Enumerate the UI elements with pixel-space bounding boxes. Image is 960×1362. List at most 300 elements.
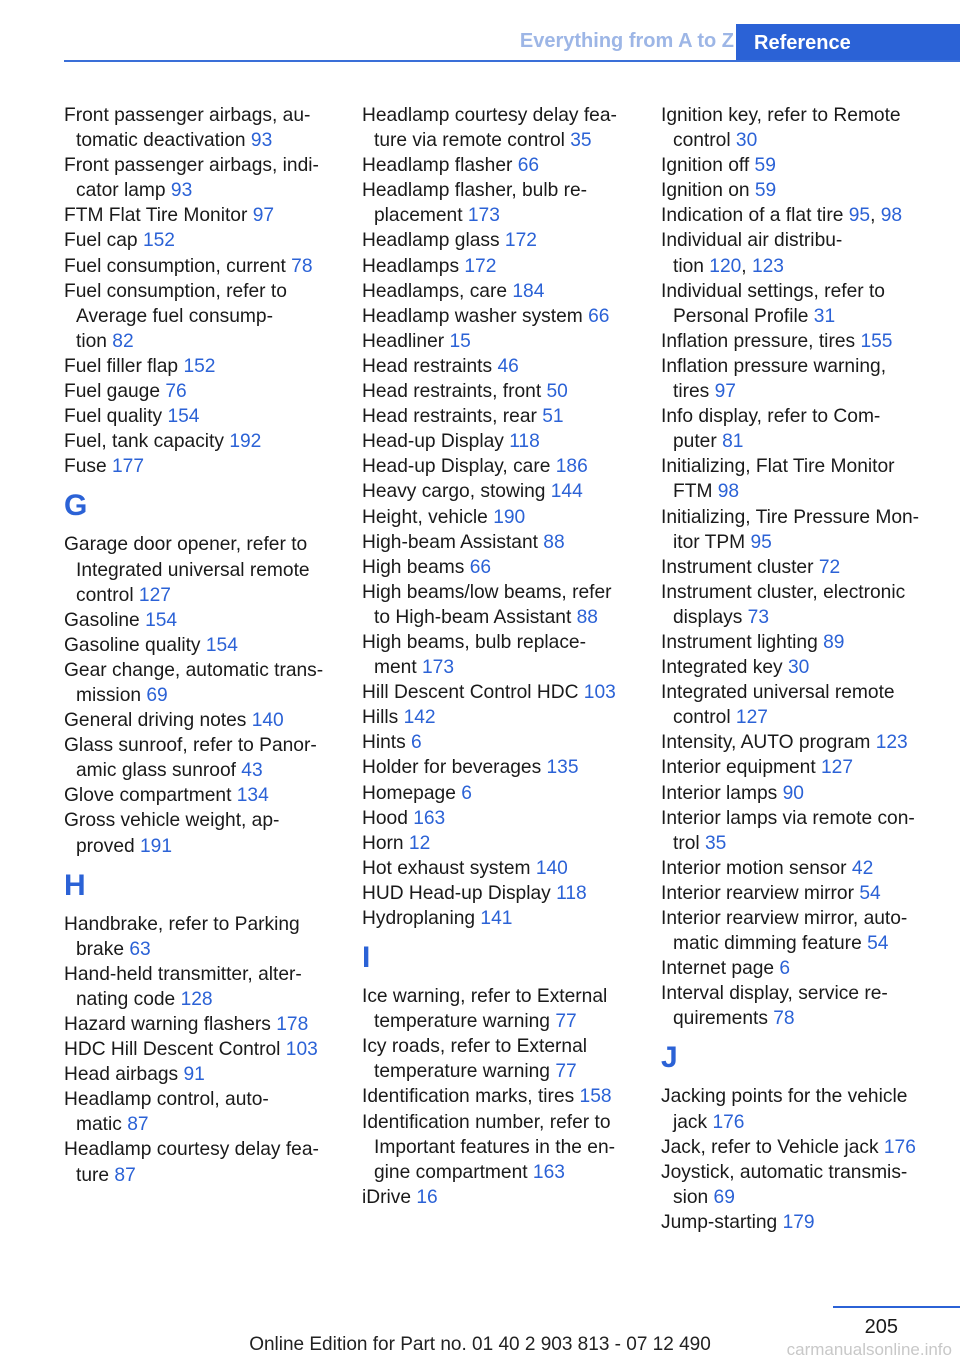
page-reference-link[interactable]: 77 bbox=[555, 1011, 577, 1033]
page-reference-link[interactable]: 78 bbox=[773, 1008, 795, 1030]
index-entry-text: Instrument cluster, electronic bbox=[661, 581, 906, 603]
page-reference-link[interactable]: 103 bbox=[583, 682, 616, 704]
index-entry-text: control bbox=[673, 130, 736, 152]
page-reference-link[interactable]: 12 bbox=[408, 832, 431, 854]
page-reference-link[interactable]: 90 bbox=[782, 782, 804, 804]
index-entry bbox=[64, 404, 344, 429]
page-reference-link[interactable]: 89 bbox=[823, 631, 845, 653]
page-reference-link[interactable]: 35 bbox=[705, 832, 727, 854]
index-entry bbox=[661, 981, 941, 1031]
index-entry-text: placement bbox=[374, 205, 468, 227]
page-reference-link[interactable]: 73 bbox=[747, 606, 769, 628]
edition-footer: Online Edition for Part no. 01 40 2 903 813 - 07 12 490 bbox=[249, 1334, 711, 1355]
page-reference-link[interactable]: 152 bbox=[142, 230, 175, 252]
section-title: Everything from A to Z bbox=[519, 30, 734, 52]
index-entry-text: Height, vehicle bbox=[362, 506, 494, 528]
index-column-1 bbox=[64, 103, 344, 1188]
index-entry-text: Head restraints, front bbox=[362, 381, 547, 403]
index-entry-text: Headlamps bbox=[362, 255, 465, 277]
index-entry-text: Intensity, AUTO program bbox=[661, 732, 876, 754]
index-entry bbox=[362, 806, 642, 831]
index-entry-text: temperature warning bbox=[374, 1011, 556, 1033]
index-entry bbox=[362, 831, 642, 856]
page-reference-link[interactable]: 31 bbox=[813, 305, 836, 327]
index-entry bbox=[64, 1062, 344, 1087]
index-entry bbox=[64, 429, 344, 454]
index-entry bbox=[661, 178, 941, 203]
index-entry bbox=[362, 984, 642, 1034]
page-reference-link[interactable]: 154 bbox=[167, 406, 200, 428]
index-entry-text: Fuel consumption, refer to bbox=[64, 280, 287, 302]
page-reference-link[interactable]: 91 bbox=[183, 1064, 205, 1086]
page-number: 205 bbox=[864, 1316, 898, 1338]
index-entry bbox=[362, 555, 642, 580]
page-reference-link[interactable]: 50 bbox=[546, 381, 568, 403]
index-entry-text: Interior lamps via remote con- bbox=[661, 807, 915, 829]
index-entry-text: itor TPM bbox=[673, 531, 751, 553]
index-entry bbox=[362, 1034, 642, 1084]
page-reference-link[interactable]: 135 bbox=[546, 757, 579, 779]
page-reference-link[interactable]: 141 bbox=[480, 908, 513, 929]
index-entry-text: jack bbox=[673, 1111, 713, 1133]
index-entry bbox=[661, 1160, 941, 1210]
index-entry-text: gine compartment bbox=[374, 1161, 533, 1183]
index-entry-text: Garage door opener, refer to bbox=[64, 534, 308, 556]
page-reference-link[interactable]: 140 bbox=[535, 857, 568, 879]
page-reference-link[interactable]: 134 bbox=[236, 785, 269, 807]
index-entry bbox=[64, 379, 344, 404]
page-reference-link[interactable]: 152 bbox=[183, 355, 216, 377]
index-entry bbox=[362, 680, 642, 705]
reference-tab[interactable]: Reference bbox=[736, 24, 960, 62]
page-reference-link[interactable]: 154 bbox=[145, 609, 178, 631]
index-entry bbox=[362, 454, 642, 479]
index-entry bbox=[362, 906, 642, 931]
index-entry-text: Gasoline bbox=[64, 609, 146, 631]
index-entry-text: Glove compartment bbox=[64, 785, 237, 807]
index-entry-text: General driving notes bbox=[64, 710, 252, 732]
index-entry-text: Average fuel consump- bbox=[76, 305, 273, 327]
page-reference-link[interactable]: 35 bbox=[570, 130, 592, 152]
page-reference-link[interactable]: 81 bbox=[722, 431, 744, 453]
index-entry bbox=[362, 580, 642, 630]
index-entry-text: High beams, bulb replace- bbox=[362, 631, 586, 653]
index-entry-text: Fuel, tank capacity bbox=[64, 431, 230, 453]
page-reference-link[interactable]: 127 bbox=[735, 707, 768, 729]
index-entry-text: Jack, refer to Vehicle jack bbox=[661, 1136, 884, 1158]
page-reference-link[interactable]: 154 bbox=[205, 634, 238, 656]
index-entry-text: Gross vehicle weight, ap- bbox=[64, 810, 280, 832]
index-entry-text: proved bbox=[76, 835, 140, 857]
page-reference-link[interactable]: 51 bbox=[542, 406, 564, 428]
index-entry-text: Head restraints, rear bbox=[362, 406, 543, 428]
index-entry-text: FTM Flat Tire Monitor bbox=[64, 205, 253, 227]
index-entry-text: Headlamp flasher, bulb re- bbox=[362, 180, 588, 202]
page-reference-link[interactable]: 97 bbox=[714, 381, 736, 403]
index-entry-text: Joystick, automatic transmis- bbox=[661, 1161, 908, 1183]
index-entry-text: Initializing, Flat Tire Monitor bbox=[661, 456, 895, 478]
index-entry bbox=[661, 354, 941, 404]
index-entry bbox=[362, 304, 642, 329]
index-entry-text: displays bbox=[673, 606, 748, 628]
page-reference-link[interactable]: 6 bbox=[779, 958, 791, 980]
index-entry-text: ment bbox=[374, 657, 422, 679]
index-entry bbox=[362, 228, 642, 253]
page-reference-link[interactable]: 82 bbox=[112, 330, 134, 352]
index-entry-text: brake bbox=[76, 938, 130, 960]
index-entry-text: Jacking points for the vehicle bbox=[661, 1086, 908, 1108]
index-entry-text: iDrive bbox=[362, 1186, 417, 1208]
page-reference-link[interactable]: 173 bbox=[422, 657, 455, 679]
page-reference-link[interactable]: 172 bbox=[464, 255, 497, 277]
index-entry-text: temperature warning bbox=[374, 1061, 556, 1083]
index-entry-text: Head restraints bbox=[362, 355, 498, 377]
index-entry-text: Fuel cap bbox=[64, 230, 143, 252]
index-entry-text: Personal Profile bbox=[673, 305, 814, 327]
index-entry-text: Jump-starting bbox=[661, 1211, 783, 1233]
index-entry-text: Interval display, service re- bbox=[661, 983, 888, 1005]
page-reference-link[interactable]: 6 bbox=[411, 732, 422, 754]
index-entry bbox=[661, 505, 941, 555]
index-entry-text: Fuel consumption, current bbox=[64, 255, 292, 277]
page-reference-link[interactable]: 43 bbox=[241, 760, 263, 782]
index-entry bbox=[661, 781, 941, 806]
page-reference-link[interactable]: 192 bbox=[229, 431, 262, 453]
index-entry bbox=[661, 1084, 941, 1134]
index-entry-text: Hood bbox=[362, 807, 414, 829]
index-entry-text: Hill Descent Control HDC bbox=[362, 682, 584, 704]
index-entry-text: Instrument cluster bbox=[661, 556, 819, 578]
index-entry-text: tomatic deactivation bbox=[76, 130, 251, 152]
index-entry bbox=[661, 1135, 941, 1160]
page-reference-link[interactable]: 54 bbox=[867, 933, 889, 955]
index-entry-text: Hazard warning flashers bbox=[64, 1014, 277, 1035]
page-reference-link[interactable]: 158 bbox=[579, 1086, 612, 1108]
index-entry-text: sion bbox=[673, 1186, 714, 1208]
page-reference-link[interactable]: 69 bbox=[713, 1186, 735, 1208]
page-reference-link[interactable]: 98 bbox=[880, 205, 903, 227]
index-entry-text: Head-up Display bbox=[362, 431, 510, 453]
page-reference-link[interactable]: 95 bbox=[848, 205, 871, 227]
page-reference-link[interactable]: 98 bbox=[717, 481, 740, 503]
index-entry-text: Handbrake, refer to Parking bbox=[64, 913, 300, 935]
index-entry bbox=[64, 354, 344, 379]
index-entry bbox=[661, 103, 941, 153]
index-entry-text: Headlamp courtesy delay fea- bbox=[64, 1139, 319, 1161]
index-entry-text: Identification marks, tires bbox=[362, 1086, 580, 1108]
page-reference-link[interactable]: 176 bbox=[883, 1136, 916, 1158]
watermark: carmanualsonline.info bbox=[786, 1340, 952, 1359]
index-letter-heading: I bbox=[362, 941, 371, 975]
index-entry bbox=[64, 608, 344, 633]
index-letter-heading: H bbox=[64, 868, 86, 902]
index-entry bbox=[661, 806, 941, 856]
index-entry-text: tion bbox=[76, 330, 113, 352]
page-header bbox=[0, 24, 960, 64]
page-reference-link[interactable]: 88 bbox=[543, 531, 565, 553]
index-entry-text: Fuel quality bbox=[64, 406, 168, 428]
page-reference-link[interactable]: 155 bbox=[860, 330, 893, 352]
index-entry-text: High beams bbox=[362, 556, 470, 578]
index-entry: Individual air distribu- tion 120, 123 bbox=[661, 230, 843, 277]
index-entry-text: Gear change, automatic trans- bbox=[64, 659, 324, 681]
page-reference-link[interactable]: 186 bbox=[555, 456, 588, 478]
index-entry-text: Integrated universal remote bbox=[661, 682, 895, 704]
index-entry-text: Headlamp control, auto- bbox=[64, 1089, 269, 1111]
page-reference-link[interactable]: 123 bbox=[875, 732, 908, 754]
index-entry-text: Front passenger airbags, au- bbox=[64, 105, 311, 126]
index-entry bbox=[64, 1012, 344, 1037]
index-entry bbox=[362, 755, 642, 780]
index-entry-text: Heavy cargo, stowing bbox=[362, 481, 551, 503]
index-entry bbox=[362, 530, 642, 555]
index-entry bbox=[64, 658, 344, 708]
page-reference-link[interactable]: 87 bbox=[114, 1164, 136, 1186]
index-entry-text: High beams/low beams, refer bbox=[362, 581, 612, 603]
index-entry bbox=[362, 329, 642, 354]
page-reference-link[interactable]: 144 bbox=[550, 481, 583, 503]
index-entry-text: Interior motion sensor bbox=[661, 857, 852, 879]
index-entry bbox=[661, 279, 941, 329]
index-entry-text: to High-beam Assistant bbox=[374, 606, 577, 628]
page-reference-link[interactable]: 178 bbox=[276, 1014, 309, 1035]
page-reference-link[interactable]: 54 bbox=[859, 882, 881, 904]
page-reference-link[interactable]: 103 bbox=[285, 1039, 318, 1061]
index-entry-text: matic bbox=[76, 1114, 128, 1136]
index-entry-text: Individual air distribu- bbox=[661, 230, 843, 252]
index-entry-text: Identification number, refer to bbox=[362, 1111, 611, 1133]
index-entry bbox=[362, 856, 642, 881]
index-entry bbox=[362, 630, 642, 680]
index-entry bbox=[362, 479, 642, 504]
index-entry bbox=[362, 279, 642, 304]
page-reference-link[interactable]: 190 bbox=[493, 506, 526, 528]
index-letter-heading: J bbox=[661, 1041, 678, 1075]
index-entry-text: matic dimming feature bbox=[673, 933, 868, 955]
index-entry-text: Ignition on bbox=[661, 180, 755, 202]
index-entry-text: Head airbags bbox=[64, 1064, 184, 1086]
index-entry-text: Internet page bbox=[661, 958, 780, 980]
index-entry bbox=[64, 103, 344, 153]
index-entry-text: Info display, refer to Com- bbox=[661, 406, 881, 428]
page-reference-link[interactable]: 118 bbox=[509, 431, 540, 453]
index-entry-text: mission bbox=[76, 684, 147, 706]
page-reference-link[interactable]: 142 bbox=[403, 707, 436, 729]
page-reference-link[interactable]: 93 bbox=[250, 130, 273, 152]
page-reference-link[interactable]: 95 bbox=[750, 531, 772, 553]
index-entry bbox=[362, 705, 642, 730]
page-reference-link[interactable]: 66 bbox=[588, 305, 610, 327]
index-entry-text: Headlamp courtesy delay fea- bbox=[362, 105, 617, 126]
page-reference-link[interactable]: 140 bbox=[251, 710, 284, 732]
page-reference-link[interactable]: 87 bbox=[127, 1114, 149, 1136]
index-entry bbox=[661, 906, 941, 956]
index-entry bbox=[362, 404, 642, 429]
page-reference-link[interactable]: 173 bbox=[467, 205, 500, 227]
page-reference-link[interactable]: 177 bbox=[112, 456, 145, 478]
index-entry-text: Headliner bbox=[362, 330, 450, 352]
index-entry bbox=[64, 912, 344, 962]
page-reference-link[interactable]: 42 bbox=[851, 857, 874, 879]
index-entry-text: Horn bbox=[362, 832, 409, 854]
page-reference-link[interactable]: 163 bbox=[532, 1161, 565, 1183]
page-reference-link[interactable]: 6 bbox=[461, 782, 472, 804]
index-entry-text: tires bbox=[673, 381, 715, 403]
page-reference-link[interactable]: 76 bbox=[165, 381, 187, 403]
index-entry bbox=[64, 532, 344, 607]
index-letter-heading: G bbox=[64, 489, 88, 523]
index-entry-text: Headlamp flasher bbox=[362, 155, 518, 177]
index-entry: Indication of a flat tire 95, 98 bbox=[661, 205, 903, 227]
index-entry bbox=[362, 881, 642, 906]
index-entry-text: Integrated key bbox=[661, 657, 788, 679]
index-entry bbox=[661, 1210, 941, 1235]
page-reference-link[interactable]: 97 bbox=[252, 205, 275, 227]
index-entry bbox=[64, 153, 344, 203]
index-entry bbox=[362, 505, 642, 530]
index-entry-text: Headlamps, care bbox=[362, 280, 513, 302]
page-reference-link[interactable]: 93 bbox=[170, 180, 193, 202]
index-entry bbox=[64, 808, 344, 858]
index-entry bbox=[661, 655, 941, 680]
index-entry bbox=[362, 178, 642, 228]
index-entry-text: Interior rearview mirror, auto- bbox=[661, 908, 908, 929]
page-reference-link[interactable]: 191 bbox=[140, 835, 173, 857]
page-reference-link[interactable]: 59 bbox=[754, 180, 777, 202]
index-entry-text: Homepage bbox=[362, 782, 462, 804]
index-entry-text: quirements bbox=[673, 1008, 774, 1030]
page-reference-link[interactable]: 72 bbox=[818, 556, 841, 578]
index-entry bbox=[362, 103, 642, 153]
page-reference-link[interactable]: 118 bbox=[556, 882, 587, 904]
index-entry bbox=[362, 1185, 642, 1210]
index-entry-text: Interior rearview mirror bbox=[661, 882, 860, 904]
index-entry bbox=[64, 454, 344, 479]
page-reference-link[interactable]: 30 bbox=[735, 130, 758, 152]
page-reference-link[interactable]: 179 bbox=[782, 1211, 815, 1233]
index-entry bbox=[64, 279, 344, 354]
footer-divider bbox=[833, 1306, 960, 1308]
index-entry-text: Ignition key, refer to Remote bbox=[661, 105, 901, 126]
index-entry bbox=[661, 329, 941, 354]
index-entry-text: Fuse bbox=[64, 456, 112, 478]
index-column-3 bbox=[661, 103, 941, 1235]
index-entry bbox=[661, 580, 941, 630]
index-entry-text: Hydroplaning bbox=[362, 908, 481, 929]
index-entry bbox=[362, 379, 642, 404]
page-reference-link[interactable]: 30 bbox=[787, 657, 810, 679]
index-entry-text: control bbox=[673, 707, 736, 729]
index-entry-text: HUD Head-up Display bbox=[362, 882, 557, 904]
index-entry bbox=[64, 1087, 344, 1137]
index-entry bbox=[661, 730, 941, 755]
index-entry-text: Hints bbox=[362, 732, 412, 754]
index-entry-text: Icy roads, refer to External bbox=[362, 1036, 588, 1058]
index-entry-text: cator lamp bbox=[76, 180, 171, 202]
index-entry-text: Fuel gauge bbox=[64, 381, 166, 403]
index-entry bbox=[64, 962, 344, 1012]
page-reference-link[interactable]: 77 bbox=[555, 1061, 577, 1083]
index-entry-text: Ignition off bbox=[661, 155, 755, 177]
page-reference-link[interactable]: 163 bbox=[413, 807, 446, 829]
page-reference-link[interactable]: 127 bbox=[820, 757, 853, 779]
index-entry bbox=[362, 354, 642, 379]
index-entry-text: Interior equipment bbox=[661, 757, 821, 779]
page-reference-link[interactable]: 128 bbox=[180, 988, 213, 1010]
index-entry-text: Integrated universal remote bbox=[76, 559, 310, 581]
page-reference-link[interactable]: 59 bbox=[754, 155, 776, 177]
index-entry-text: tion bbox=[673, 255, 710, 277]
index-entry bbox=[661, 956, 941, 981]
index-entry-text: Important features in the en- bbox=[374, 1136, 616, 1158]
index-entry bbox=[661, 555, 941, 580]
index-entry bbox=[64, 733, 344, 783]
page-reference-link[interactable]: 66 bbox=[469, 556, 492, 578]
index-entry-text: nating code bbox=[76, 988, 181, 1010]
page-reference-link[interactable]: 120 bbox=[709, 255, 742, 277]
page-reference-link[interactable]: 172 bbox=[504, 230, 537, 252]
index-entry bbox=[64, 254, 344, 279]
index-entry bbox=[661, 755, 941, 780]
index-entry-text: Hot exhaust system bbox=[362, 857, 536, 879]
index-entry-text: Ice warning, refer to External bbox=[362, 986, 608, 1008]
index-entry-text: amic glass sunroof bbox=[76, 760, 242, 782]
index-entry bbox=[64, 1037, 344, 1062]
page-reference-link[interactable]: 78 bbox=[291, 255, 313, 277]
index-entry bbox=[64, 633, 344, 658]
page-reference-link[interactable]: 176 bbox=[712, 1111, 745, 1133]
index-entry bbox=[362, 254, 642, 279]
page-reference-link[interactable]: 88 bbox=[576, 606, 598, 628]
index-entry bbox=[661, 680, 941, 730]
page-reference-link[interactable]: 16 bbox=[416, 1186, 438, 1208]
page-reference-link[interactable]: 15 bbox=[449, 330, 471, 352]
page-reference-link[interactable]: 123 bbox=[751, 255, 784, 277]
index-entry bbox=[661, 454, 941, 504]
index-entry-text: Hand-held transmitter, alter- bbox=[64, 963, 302, 985]
index-entry bbox=[64, 203, 344, 228]
page-reference-link[interactable]: 69 bbox=[146, 684, 168, 706]
index-entry-text: Individual settings, refer to bbox=[661, 280, 885, 302]
index-entry bbox=[362, 429, 642, 454]
header-divider bbox=[64, 60, 960, 62]
page-reference-link[interactable]: 46 bbox=[497, 355, 519, 377]
index-entry bbox=[64, 783, 344, 808]
index-entry bbox=[64, 1137, 344, 1187]
page-reference-link[interactable]: 184 bbox=[512, 280, 545, 302]
index-entry bbox=[362, 1110, 642, 1185]
index-entry-text: Hills bbox=[362, 707, 404, 729]
index-entry-text: Front passenger airbags, indi- bbox=[64, 155, 319, 177]
index-entry-text: ture bbox=[76, 1164, 115, 1186]
index-entry-text: Inflation pressure, tires bbox=[661, 330, 861, 352]
page-reference-link[interactable]: 63 bbox=[129, 938, 151, 960]
index-entry-text: puter bbox=[673, 431, 723, 453]
index-entry bbox=[362, 730, 642, 755]
index-entry-text: HDC Hill Descent Control bbox=[64, 1039, 286, 1061]
index-entry-text: Fuel filler flap bbox=[64, 355, 184, 377]
index-entry bbox=[661, 881, 941, 906]
index-entry-text: FTM bbox=[673, 481, 718, 503]
index-column-2 bbox=[362, 103, 642, 1210]
index-entry bbox=[64, 708, 344, 733]
index-entry-text: ture via remote control bbox=[374, 130, 571, 152]
index-entry-text: Instrument lighting bbox=[661, 631, 824, 653]
index-entry bbox=[661, 856, 941, 881]
page-reference-link[interactable]: 66 bbox=[517, 155, 540, 177]
page-reference-link[interactable]: 127 bbox=[138, 584, 171, 606]
index-entry-text: Headlamp glass bbox=[362, 230, 505, 252]
